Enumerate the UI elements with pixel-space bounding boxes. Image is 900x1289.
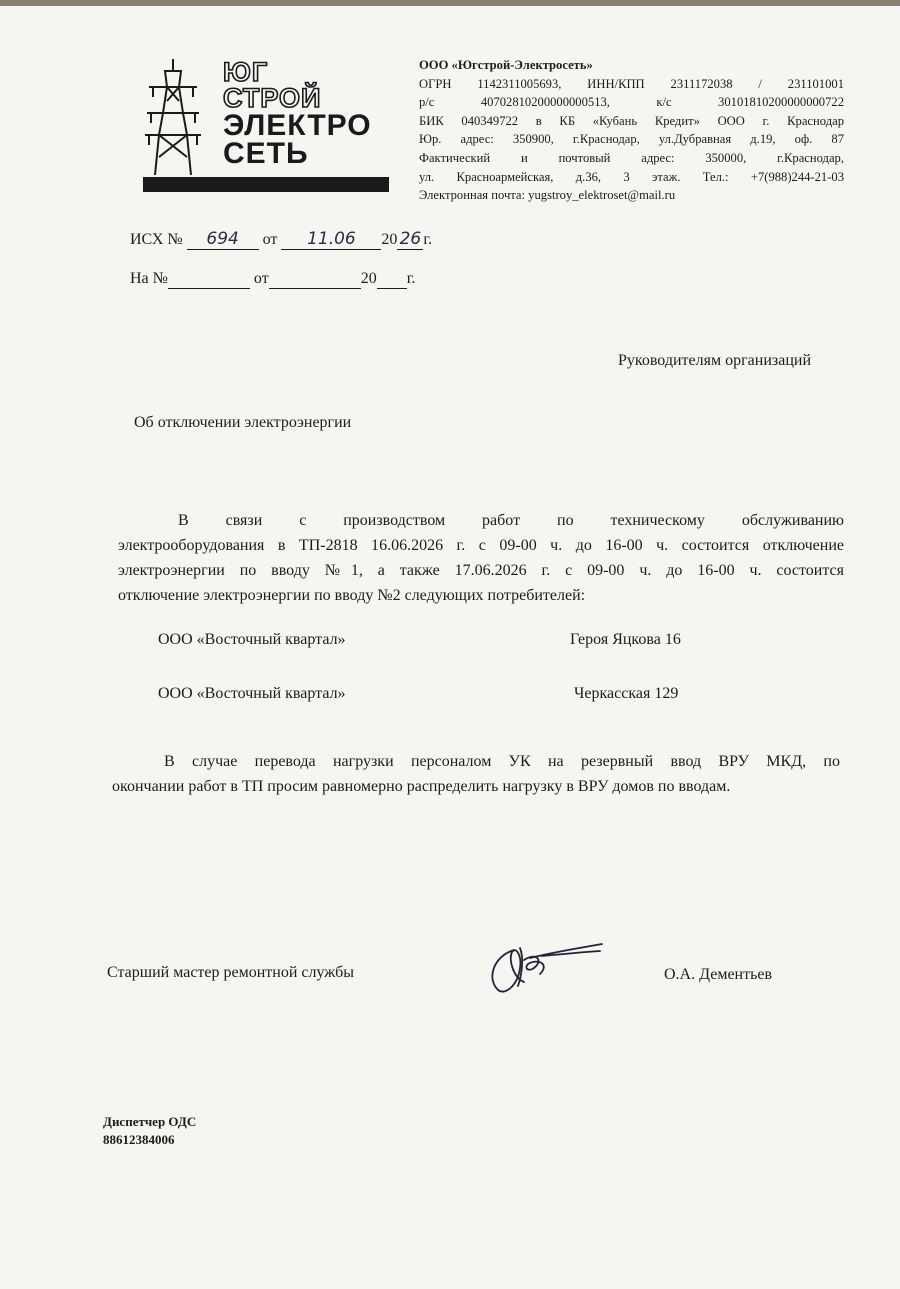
dispatcher-label: Диспетчер ОДС bbox=[103, 1114, 197, 1129]
outgoing-number-line bbox=[130, 229, 432, 250]
outgoing-year-prefix: 20 bbox=[381, 231, 398, 248]
incoming-number-line bbox=[130, 270, 415, 289]
postal-address-line-2: ул. Красноармейская, д.36, 3 этаж. Тел.: +7(988)244-21-03 bbox=[419, 169, 844, 184]
outgoing-from-label: от bbox=[262, 231, 278, 248]
p2-line-2: окончании работ в ТП просим равномерно распределить нагрузку в ВРУ домов по вводам. bbox=[112, 778, 731, 795]
body-paragraph-2 bbox=[112, 749, 840, 799]
signer-name: О.А. Дементьев bbox=[664, 966, 773, 983]
consumer-address: Черкасская 129 bbox=[574, 685, 679, 702]
outgoing-label: ИСХ № bbox=[130, 231, 183, 248]
incoming-number-blank bbox=[168, 270, 250, 289]
addressee: Руководителям организаций bbox=[618, 352, 812, 369]
outgoing-number: 694 bbox=[187, 229, 259, 250]
p1-line-1: В связи с производством работ по техническому обслуживанию bbox=[178, 512, 844, 529]
incoming-date-blank bbox=[269, 270, 361, 289]
handwritten-signature bbox=[484, 938, 606, 996]
postal-address-line-1: Фактический и почтовый адрес: 350000, г.Краснодар, bbox=[419, 150, 844, 165]
outgoing-date: 11.06 bbox=[281, 229, 381, 250]
p1-line-3: электроэнергии по вводу №1, а также 17.06.2026 г. с 09-00 ч. до 16-00 ч. состоится bbox=[118, 562, 844, 579]
company-name: ООО «Югстрой-Электросеть» bbox=[419, 58, 593, 72]
incoming-suffix: г. bbox=[406, 270, 416, 287]
logo-word-2: СТРОЙ bbox=[223, 83, 322, 113]
company-requisites bbox=[419, 56, 844, 205]
letter-subject: Об отключении электроэнергии bbox=[134, 414, 352, 431]
incoming-year-blank bbox=[377, 270, 407, 289]
p1-line-4: отключение электроэнергии по вводу №2 следующих потребителей: bbox=[118, 587, 586, 604]
p2-line-1: В случае перевода нагрузки персоналом УК на резервный ввод ВРУ МКД, по bbox=[164, 753, 840, 770]
logo-word-3: ЭЛЕКТРО bbox=[223, 109, 372, 142]
logo-word-1: ЮГ bbox=[223, 57, 269, 87]
company-logo bbox=[143, 57, 391, 195]
bank-line: БИК 040349722 в КБ «Кубань Кредит» ООО г. Краснодар bbox=[419, 113, 844, 128]
body-paragraph-1 bbox=[118, 508, 844, 608]
page-edge bbox=[0, 0, 900, 6]
logo-bar bbox=[143, 177, 389, 192]
ogrn-line: ОГРН 1142311005693, ИНН/КПП 2311172038 / 231101001 bbox=[419, 76, 844, 91]
legal-address-line: Юр. адрес: 350900, г.Краснодар, ул.Дубравная д.19, оф. 87 bbox=[419, 132, 844, 147]
outgoing-suffix: г. bbox=[423, 231, 433, 248]
consumer-name: ООО «Восточный квартал» bbox=[158, 631, 346, 648]
signer-position: Старший мастер ремонтной службы bbox=[107, 964, 355, 981]
incoming-label: На № bbox=[130, 270, 168, 287]
logo-word-4: СЕТЬ bbox=[223, 137, 309, 170]
incoming-from-label: от bbox=[253, 270, 269, 287]
outgoing-year: 26 bbox=[397, 229, 423, 250]
account-line: р/с 40702810200000000513, к/с 30101810200000000722 bbox=[419, 95, 844, 110]
power-tower-icon bbox=[143, 57, 203, 175]
consumer-name: ООО «Восточный квартал» bbox=[158, 685, 346, 702]
incoming-year-prefix: 20 bbox=[360, 270, 377, 287]
dispatcher-phone: 88612384006 bbox=[103, 1132, 175, 1147]
p1-line-2: электрооборудования в ТП-2818 16.06.2026 г. с 09-00 ч. до 16-00 ч. состоится отключение bbox=[118, 537, 844, 554]
email-line: Электронная почта: yugstroy_elektroset@mail.ru bbox=[419, 188, 676, 203]
consumer-address: Героя Яцкова 16 bbox=[570, 631, 681, 648]
